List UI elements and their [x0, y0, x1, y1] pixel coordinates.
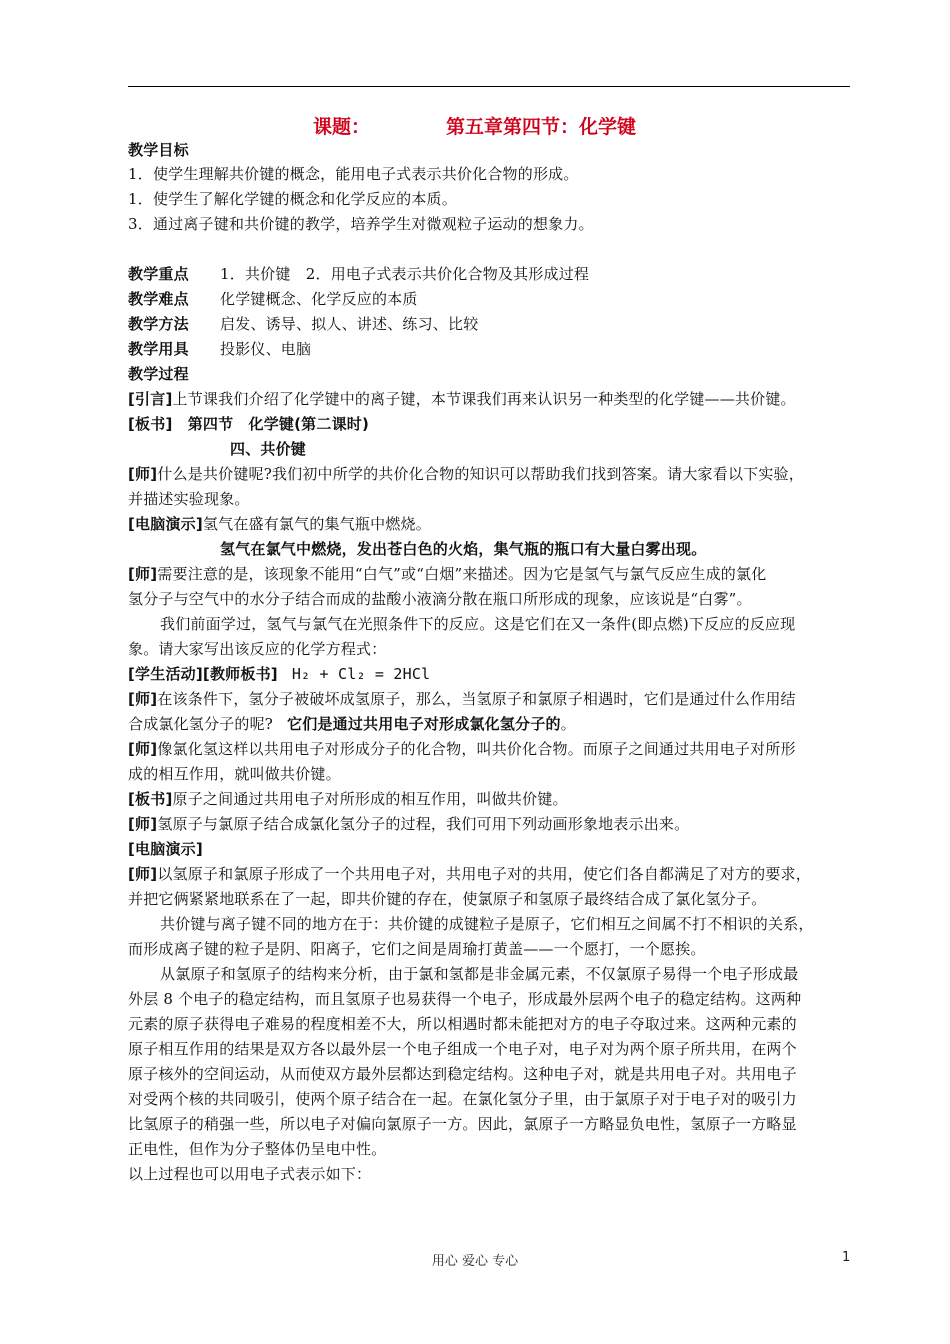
meta-value: 投影仪、电脑 — [220, 340, 312, 358]
paragraph-line: 氢分子与空气中的水分子结合而成的盐酸小液滴分散在瓶口所形成的现象，应该说是“白雾”。 — [128, 590, 752, 608]
objective-item: 3．通过离子键和共价键的教学，培养学生对微观粒子运动的想象力。 — [128, 215, 594, 233]
paragraph-line — [128, 414, 850, 434]
section-tag: [电脑演示] — [128, 515, 203, 533]
paragraph-line — [128, 664, 850, 684]
meta-value: 启发、诱导、拟人、讲述、练习、比较 — [220, 315, 479, 333]
paragraph-line: 对受两个核的共同吸引，使两个原子结合在一起。在氯化氢分子里，由于氯原子对于电子对的吸引力 — [128, 1090, 797, 1108]
paragraph-line — [128, 864, 850, 884]
paragraph-line: 而形成离子键的粒子是阴、阳离子，它们之间是周瑜打黄盖——一个愿打，一个愿挨。 — [128, 940, 706, 958]
objective-item: 1．使学生理解共价键的概念，能用电子式表示共价化合物的形成。 — [128, 165, 579, 183]
lesson-title — [128, 112, 850, 140]
paragraph-line — [128, 739, 850, 759]
section-tag: [板书] — [128, 790, 173, 808]
paragraph-line: 并描述实验现象。 — [128, 490, 250, 508]
paragraph-line — [128, 464, 850, 484]
paragraph-line: 正电性，但作为分子整体仍呈电中性。 — [128, 1140, 387, 1158]
paragraph-line — [128, 389, 850, 409]
meta-label: 教学难点 — [128, 290, 189, 308]
meta-difficulty — [128, 289, 850, 309]
emphasis-text: 它们是通过共用电子对形成氯化氢分子的 — [287, 715, 561, 733]
line-text: 氢原子与氯原子结合成氯化氢分子的过程，我们可用下列动画形象地表示出来。 — [157, 815, 690, 833]
footer-slogan: 用心 爱心 专心 — [431, 1254, 519, 1269]
header-rule — [128, 86, 850, 87]
objective-item: 1．使学生了解化学键的概念和化学反应的本质。 — [128, 190, 457, 208]
line-text: 什么是共价键呢?我们初中所学的共价化合物的知识可以帮助我们找到答案。请大家看以下实验， — [157, 465, 804, 483]
meta-value: 1．共价键 2．用电子式表示共价化合物及其形成过程 — [220, 265, 590, 283]
meta-key-points — [128, 264, 850, 284]
meta-label: 教学方法 — [128, 315, 189, 333]
paragraph-line: 并把它俩紧紧地联系在了一起，即共价键的存在，使氯原子和氢原子最终结合成了氯化氢分子。 — [128, 890, 767, 908]
line-text: 上节课我们介绍了化学键中的离子键，本节课我们再来认识另一种类型的化学键——共价键。 — [172, 390, 796, 408]
paragraph-line — [128, 564, 850, 584]
paragraph-line: 成的相互作用，就叫做共价键。 — [128, 765, 341, 783]
line-text: 像氯化氢这样以共用电子对形成分子的化合物，叫共价化合物。而原子之间通过共用电子对所形 — [157, 740, 796, 758]
paragraph-line — [128, 689, 850, 709]
section-tag: [师] — [128, 465, 158, 483]
line-text: 原子之间通过共用电子对所形成的相互作用，叫做共价键。 — [172, 790, 568, 808]
line-text: 氢气在盛有氯气的集气瓶中燃烧。 — [202, 515, 431, 533]
section-tag: [师] — [128, 565, 158, 583]
process-heading: 教学过程 — [128, 365, 189, 383]
emphasis-line: 氢气在氯气中燃烧，发出苍白色的火焰，集气瓶的瓶口有大量白雾出现。 — [220, 540, 707, 558]
title-text: 第五章第四节：化学键 — [446, 116, 637, 138]
paragraph-line: 以上过程也可以用电子式表示如下： — [128, 1165, 372, 1183]
section-tag: [师] — [128, 740, 158, 758]
line-text: 第四节 化学键(第二课时) — [172, 415, 370, 433]
paragraph-line — [128, 789, 850, 809]
paragraph-line: 外层 8 个电子的稳定结构，而且氢原子也易获得一个电子，形成最外层两个电子的稳定结构。这两种 — [128, 990, 802, 1008]
paragraph-line: 原子核外的空间运动，从而使双方最外层都达到稳定结构。这种电子对，就是共用电子对。共用电子 — [128, 1065, 797, 1083]
meta-label: 教学重点 — [128, 265, 189, 283]
meta-value: 化学键概念、化学反应的本质 — [220, 290, 418, 308]
section-tag: [师] — [128, 865, 158, 883]
paragraph-line: 原子相互作用的结果是双方各以最外层一个电子组成一个电子对，电子对为两个原子所共用，在两个 — [128, 1040, 797, 1058]
equation: H₂ + Cl₂ = 2HCl — [291, 665, 431, 683]
meta-methods — [128, 314, 850, 334]
paragraph-line: 比氢原子的稍强一些，所以电子对偏向氯原子一方。因此，氯原子一方略显负电性，氢原子一方略显 — [128, 1115, 797, 1133]
objectives-heading: 教学目标 — [128, 141, 189, 159]
paragraph-line — [128, 814, 850, 834]
section-tag: [学生活动][教师板书] — [128, 665, 278, 683]
line-text: 需要注意的是，该现象不能用“白气”或“白烟”来描述。因为它是氢气与氯气反应生成的氯化 — [157, 565, 767, 583]
line-text: 。 — [560, 715, 576, 733]
section-tag: [师] — [128, 690, 158, 708]
paragraph-line: 我们前面学过，氢气与氯气在光照条件下的反应。这是它们在又一条件(即点燃)下反应的反应现 — [160, 615, 796, 633]
paragraph-line: 共价键与离子键不同的地方在于：共价键的成键粒子是原子，它们相互之间属不打不相识的关系， — [160, 915, 814, 933]
line-text: 合成氯化氢分子的呢? — [128, 715, 274, 733]
title-label: 课题： — [313, 116, 371, 138]
section-tag: [引言] — [128, 390, 173, 408]
paragraph-line: 从氯原子和氢原子的结构来分析，由于氯和氢都是非金属元素，不仅氯原子易得一个电子形成最 — [160, 965, 799, 983]
paragraph-line — [128, 514, 850, 534]
subheading: 四、共价键 — [230, 440, 307, 458]
page-number: 1 — [842, 1250, 851, 1265]
section-tag: [师] — [128, 815, 158, 833]
paragraph-line: 象。请大家写出该反应的化学方程式： — [128, 640, 387, 658]
meta-label: 教学用具 — [128, 340, 189, 358]
paragraph-line: 元素的原子获得电子难易的程度相差不大，所以相遇时都未能把对方的电子夺取过来。这两种元素的 — [128, 1015, 797, 1033]
section-tag: [电脑演示] — [128, 840, 203, 858]
line-text: 以氢原子和氯原子形成了一个共用电子对，共用电子对的共用，使它们各自都满足了对方的要求， — [157, 865, 811, 883]
section-tag: [板书] — [128, 415, 173, 433]
line-text: 在该条件下，氢分子被破坏成氢原子，那么，当氢原子和氯原子相遇时，它们是通过什么作用结 — [157, 690, 796, 708]
meta-tools — [128, 339, 850, 359]
paragraph-line — [128, 714, 850, 734]
